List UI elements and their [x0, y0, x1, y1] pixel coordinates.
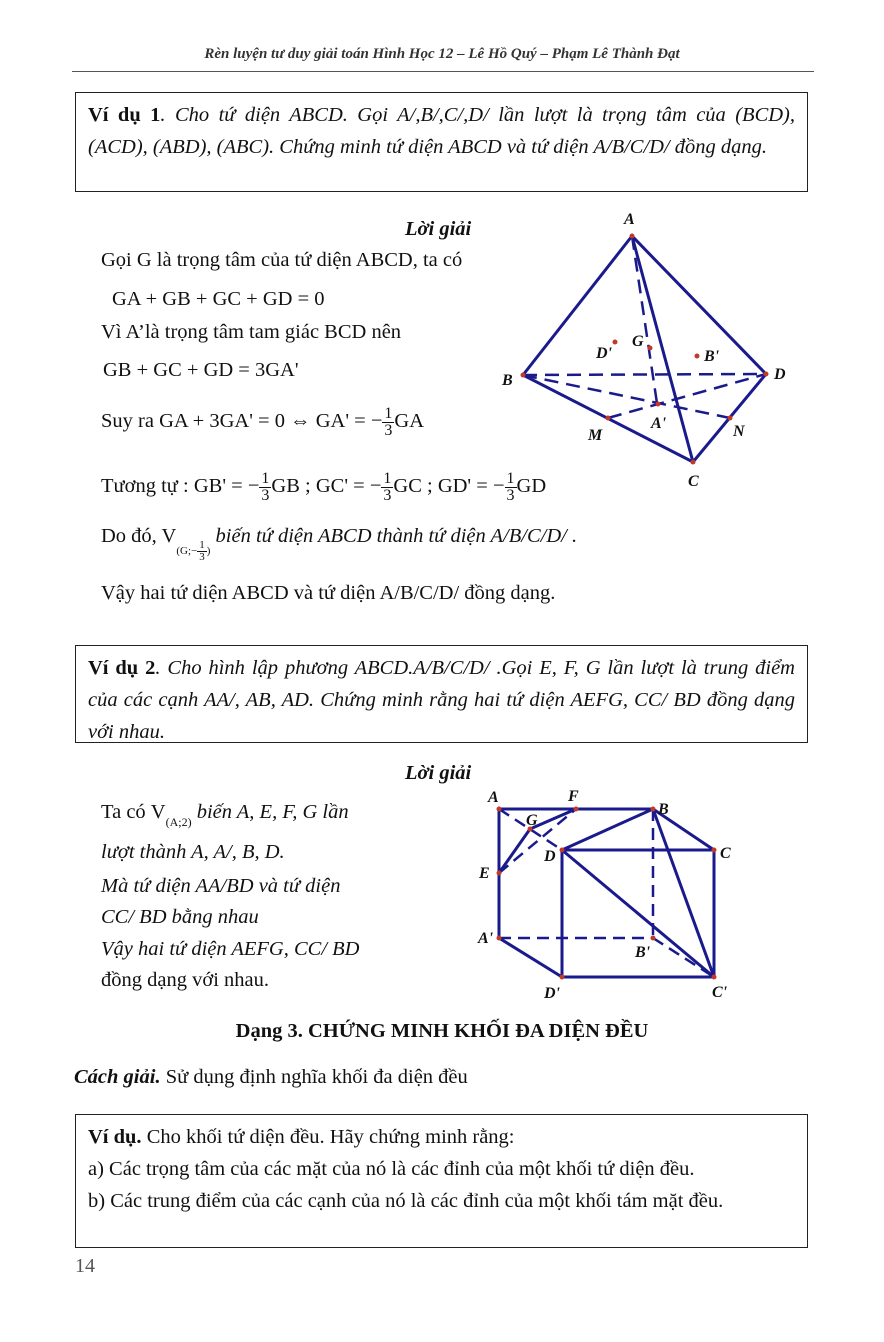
sol2-line3: Mà tứ diện AA/BD và tứ diện [101, 875, 341, 897]
label-M: M [588, 427, 603, 444]
cube-figure [470, 785, 750, 1010]
point-Cp [712, 975, 717, 980]
point-D [764, 372, 769, 377]
label-N: N [733, 423, 745, 440]
sol1-line6-f: GD' = − [437, 475, 505, 498]
point-G [648, 346, 653, 351]
fraction [259, 471, 271, 504]
sol2-line2: lượt thành A, A/, B, D. [101, 841, 285, 863]
fraction-den: 3 [384, 422, 393, 439]
fraction-num: 1 [384, 405, 393, 422]
label-C: C [688, 473, 699, 490]
sol1-line6-b: GB' = − [193, 475, 260, 498]
example-3-text: Cho khối tứ diện đều. Hãy chứng minh rằng: [141, 1126, 515, 1148]
sol1-line6-e: GC ; [393, 475, 433, 498]
point-A [497, 807, 502, 812]
example-1-label: Ví dụ 1 [88, 104, 161, 126]
example-2-box [75, 645, 808, 743]
point-C [712, 848, 717, 853]
example-3-label: Ví dụ. [88, 1126, 142, 1148]
edge-BD-hidden [523, 374, 766, 375]
fraction-num: 1 [506, 470, 515, 487]
label-Dp: D' [544, 985, 560, 1002]
sol1-line2: GA + GB + GC + GD = 0 [112, 288, 325, 310]
sol1-line6-g: GD [516, 475, 547, 498]
label-G: G [632, 333, 644, 350]
example-1-box [75, 92, 808, 192]
label-A: A [624, 211, 635, 228]
point-Ap [497, 936, 502, 941]
median-BN [523, 375, 730, 418]
label-B: B [658, 801, 669, 818]
label-Ap: A' [651, 415, 667, 432]
label-F: F [568, 788, 579, 805]
point-F [574, 807, 579, 812]
fraction [381, 471, 393, 504]
sol2-line1-v: V [150, 801, 166, 823]
point-Ap [656, 402, 661, 407]
method-label: Cách giải. [74, 1066, 161, 1088]
point-B [651, 807, 656, 812]
label-Bp: B' [704, 348, 720, 365]
method-text: Sử dụng định nghĩa khối đa diện đều [160, 1066, 468, 1088]
label-D: D [774, 366, 786, 383]
method-line [74, 1062, 468, 1092]
sol1-line6 [101, 471, 546, 504]
fraction-small [197, 540, 207, 563]
point-Bp [695, 354, 700, 359]
median-MD [608, 374, 766, 418]
fraction [382, 406, 394, 439]
point-D [560, 848, 565, 853]
edge-BpCp-hidden [653, 938, 714, 977]
sol1-line6-a: Tương tự : [101, 475, 189, 498]
label-C: C [720, 845, 731, 862]
fraction-den: 3 [199, 550, 205, 563]
sol1-line6-d: GC' = − [315, 475, 382, 498]
edge-AB [523, 236, 632, 375]
point-A [630, 234, 635, 239]
edge-ApDp [499, 938, 562, 977]
fraction-num: 1 [199, 538, 205, 551]
label-A: A [488, 789, 499, 806]
sol1-line3: Vì A’là trọng tâm tam giác BCD nên [101, 321, 402, 343]
sol1-line6-c: GB ; [271, 475, 311, 498]
section-title: Dạng 3. CHỨNG MINH KHỐI ĐA DIỆN ĐỀU [235, 1020, 649, 1042]
fraction-den: 3 [383, 487, 392, 504]
sol1-line1: Gọi G là trọng tâm của tứ diện ABCD, ta có [101, 249, 463, 271]
sol1-line4: GB + GC + GD = 3GA' [103, 359, 299, 381]
sol1-line7-a: Do đó, V [101, 525, 177, 547]
label-Dp: D' [596, 345, 612, 362]
example-3-part-a: a) Các trọng tâm của các mặt của nó là các đỉnh của một khối tứ diện đều. [88, 1158, 695, 1180]
example-3-box [75, 1114, 808, 1248]
label-D: D [544, 848, 556, 865]
example-3-part-b: b) Các trung điểm của các cạnh của nó là các đỉnh của một khối tám mặt đều. [88, 1190, 724, 1212]
segment-EG [499, 829, 530, 873]
header-rule [72, 71, 814, 72]
example-2-label: Ví dụ 2 [88, 657, 156, 679]
sol1-line8: Vậy hai tứ diện ABCD và tứ diện A/B/C/D/ đồng dạng. [101, 582, 556, 604]
point-Bp [651, 936, 656, 941]
example-2-text: . Cho hình lập phương ABCD.A/B/C/D/ .Gọi E, F, G lần lượt là trung điểm của các cạnh AA/, AB, AD. Chứng minh rằng hai tứ diện AEFG, CC/ BD đồng dạng với nhau. [88, 657, 795, 743]
sol2-line1 [101, 797, 401, 837]
sol2-line6: đồng dạng với nhau. [101, 969, 269, 991]
point-M [606, 416, 611, 421]
sol2-line1-b: biến A, E, F, G lần [196, 801, 349, 823]
label-B: B [502, 372, 513, 389]
solution-1-title: Lời giải [405, 218, 472, 240]
sol2-line1-sub: (A;2) [165, 815, 192, 829]
fraction-den: 3 [506, 487, 515, 504]
label-Ap: A' [478, 930, 494, 947]
point-Dp [613, 340, 618, 345]
fraction-num: 1 [383, 470, 392, 487]
sol2-line5: Vậy hai tứ diện AEFG, CC/ BD [101, 938, 360, 960]
sol1-line7: Do đó, $V_{(G;- \frac{1}{3} )}$ biến tứ diện ABCD thành tứ diện A/B/C/D/ . [101, 525, 578, 563]
label-E: E [479, 865, 490, 882]
sol2-line1-a: Ta có [101, 801, 146, 823]
tetrahedron-figure [490, 200, 800, 500]
label-Cp: C' [712, 984, 728, 1001]
label-Bp: B' [635, 944, 651, 961]
point-Dp [560, 975, 565, 980]
sol2-line4: CC/ BD bằng nhau [101, 906, 259, 928]
point-B [521, 373, 526, 378]
label-G: G [526, 812, 538, 829]
point-C [691, 460, 696, 465]
point-N [728, 416, 733, 421]
sol1-line5 [101, 406, 424, 439]
fraction-den: 3 [261, 487, 270, 504]
sol1-line5-c: GA [394, 410, 425, 433]
sol1-line7-sub: (G;− [176, 545, 198, 557]
sol1-line5-a: Suy ra [101, 410, 154, 433]
example-1-text: . Cho tứ diện ABCD. Gọi A/,B/,C/,D/ lần lượt là trọng tâm của (BCD), (ACD), (ABD), (ABC). Chứng minh tứ diện ABCD và tứ diện A/B/C/D/ đồng dạng. [88, 104, 795, 158]
sol1-line5-b: GA + 3GA' = 0 ⇔ GA' = − [159, 410, 383, 433]
page-number: 14 [75, 1255, 95, 1277]
point-E [497, 871, 502, 876]
diag-DB [562, 809, 653, 850]
fraction-num: 1 [261, 470, 270, 487]
solution-2-title: Lời giải [405, 762, 472, 784]
running-header: Rèn luyện tư duy giải toán Hình Học 12 – Lê Hồ Quý – Phạm Lê Thành Đạt [204, 46, 680, 62]
sol1-line7-b: biến tứ diện ABCD thành tứ diện A/B/C/D/ . [215, 525, 578, 547]
